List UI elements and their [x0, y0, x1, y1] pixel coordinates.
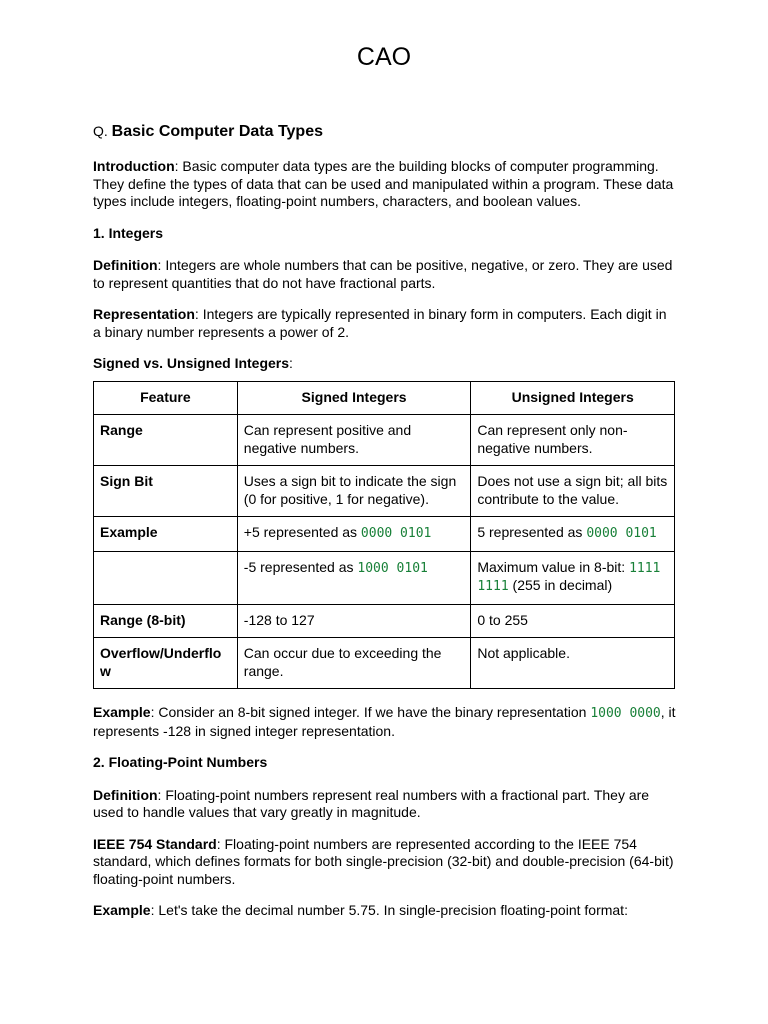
definition-label: Definition — [93, 786, 158, 803]
table-cell-unsigned: Does not use a sign bit; all bits contribute to the value. — [471, 466, 675, 517]
example-text: : Let's take the decimal number 5.75. In single-precision floating-point format: — [150, 902, 628, 918]
table-row — [94, 466, 675, 517]
table-row — [94, 415, 675, 466]
ieee-754-paragraph — [93, 836, 677, 889]
ieee-text: : Floating-point numbers are represented according to the IEEE 754 standard, which defines formats for both single-precision (32-bit) and double-precision (64-bit) floating-point numbers. — [93, 835, 674, 887]
table-cell-signed: Can represent positive and negative numbers. — [237, 415, 471, 466]
document-body — [93, 120, 677, 934]
table-cell-unsigned: Not applicable. — [471, 638, 675, 689]
intro-label: Introduction — [93, 158, 175, 174]
table-row — [94, 638, 675, 689]
example-label: Example — [93, 704, 151, 720]
table-cell-feature: Range (8-bit) — [94, 604, 238, 638]
representation-text: : Integers are typically represented in binary form in computers. Each digit in a binary number represents a power of 2. — [93, 306, 667, 340]
representation-label: Representation — [93, 306, 195, 322]
cell-text: 5 represented as — [477, 524, 587, 540]
table-cell-unsigned — [471, 551, 675, 604]
integers-representation — [93, 306, 677, 341]
table-header: Feature — [94, 381, 238, 415]
example-text: , it represents -128 in signed integer representation. — [93, 704, 676, 739]
definition-text: : Floating-point numbers represent real numbers with a fractional part. They are used to handle values that vary greatly in magnitude. — [93, 786, 650, 820]
binary-code: 1000 0101 — [357, 560, 428, 576]
table-cell-feature: Example — [94, 517, 238, 552]
table-cell-signed: Can occur due to exceeding the range. — [237, 638, 471, 689]
example-text: : Consider an 8-bit signed integer. If we have the binary representation — [150, 704, 591, 720]
intro-paragraph — [93, 158, 677, 211]
question-prefix: Q. — [93, 123, 108, 139]
signed-vs-unsigned-title: Signed vs. Unsigned Integers — [93, 355, 290, 371]
floating-point-definition — [93, 787, 677, 822]
integers-heading: 1. Integers — [93, 224, 164, 241]
table-cell-signed: Uses a sign bit to indicate the sign (0 for positive, 1 for negative). — [237, 466, 471, 517]
question-heading — [93, 120, 677, 143]
cell-text: Maximum value in 8-bit: — [477, 558, 630, 575]
document-title: CAO — [356, 43, 412, 71]
table-cell-signed — [237, 517, 471, 552]
binary-code: 1111 1111 — [477, 560, 661, 594]
table-cell-unsigned: Can represent only non-negative numbers. — [471, 415, 675, 466]
table-header: Signed Integers — [237, 381, 471, 415]
table-header-row — [94, 381, 675, 415]
definition-text: : Integers are whole numbers that can be positive, negative, or zero. They are used to represent quantities that do not have fractional parts. — [93, 257, 673, 291]
table-header: Unsigned Integers — [471, 381, 675, 415]
floating-point-example — [93, 902, 677, 920]
table-cell-signed — [237, 551, 471, 604]
example-label: Example — [93, 902, 151, 918]
floating-point-heading: 2. Floating-Point Numbers — [93, 754, 268, 770]
signed-vs-unsigned-label — [93, 355, 677, 373]
table-row — [94, 551, 675, 604]
cell-text: +5 represented as — [243, 524, 361, 540]
table-cell-feature — [94, 551, 238, 604]
table-row — [94, 604, 675, 638]
binary-code: 0000 0101 — [586, 526, 657, 541]
table-cell-unsigned — [471, 517, 675, 552]
table-cell-feature: Range — [94, 415, 238, 466]
table-cell-feature: Sign Bit — [94, 466, 238, 517]
signed-vs-unsigned-colon: : — [289, 355, 293, 371]
table-row — [94, 517, 675, 552]
binary-code: 0000 0101 — [360, 526, 432, 541]
intro-text: : Basic computer data types are the building blocks of computer programming. They define the types of data that can be used and manipulated within a program. These data types include integers, floating-point numbers, characters, and boolean values. — [93, 158, 674, 209]
table-cell-unsigned: 0 to 255 — [471, 604, 675, 638]
cell-text: -5 represented as — [243, 558, 358, 575]
cell-text: (255 in decimal) — [508, 577, 613, 593]
integers-definition — [93, 257, 677, 292]
ieee-label: IEEE 754 Standard — [93, 835, 217, 852]
table-cell-signed: -128 to 127 — [237, 604, 471, 638]
integer-example-paragraph — [93, 704, 677, 740]
table-cell-feature: Overflow/Underflow — [94, 638, 238, 689]
question-title: Basic Computer Data Types — [111, 123, 323, 140]
signed-unsigned-table — [93, 381, 675, 690]
binary-code: 1000 0000 — [590, 706, 661, 721]
definition-label: Definition — [93, 257, 158, 273]
